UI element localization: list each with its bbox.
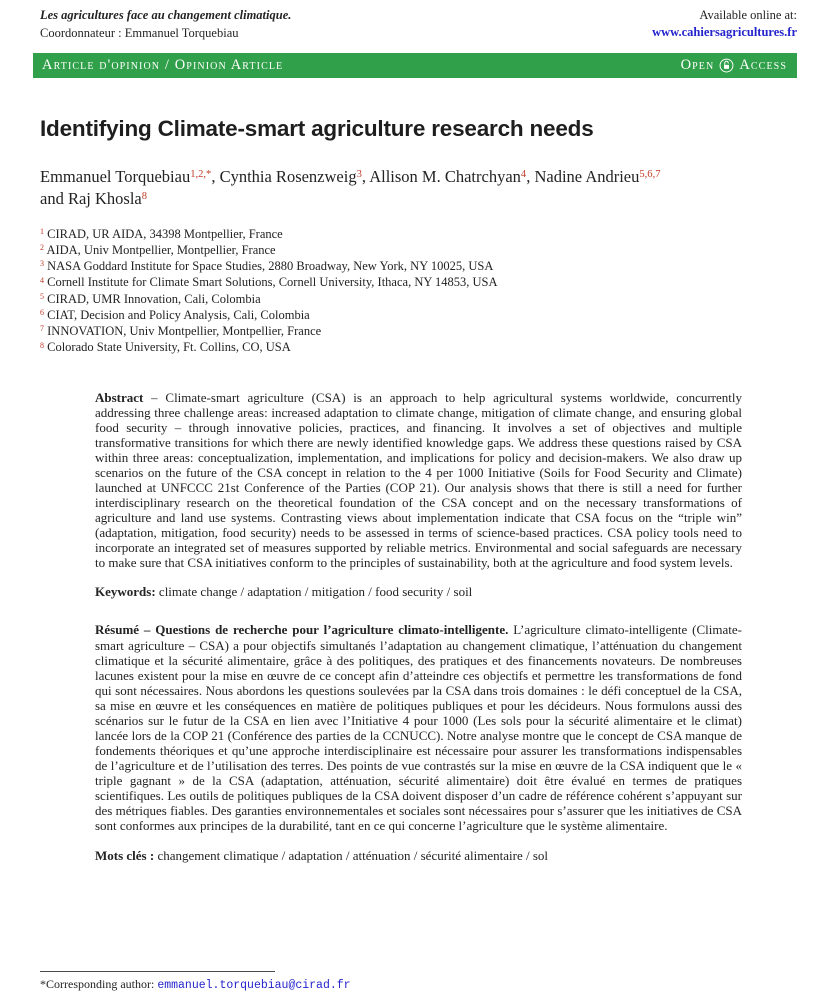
- corresponding-label: *Corresponding author:: [40, 977, 158, 991]
- abstract-section: [95, 390, 742, 864]
- mots-cles-label: Mots clés :: [95, 847, 155, 863]
- article-title: Identifying Climate-smart agriculture research needs: [40, 116, 594, 141]
- author-affiliation-sup: 1,2,*: [190, 169, 212, 181]
- corresponding-author-footnote: [40, 971, 351, 992]
- author: [40, 189, 147, 208]
- affiliation-text: Colorado State University, Ft. Collins, CO, USA: [47, 340, 291, 355]
- affiliation-number: 7: [40, 324, 44, 334]
- affiliation-line: [40, 307, 798, 323]
- author: [220, 167, 370, 186]
- page-header: [0, 0, 838, 41]
- affiliation-number: 3: [40, 259, 44, 269]
- affiliation-text: CIRAD, UMR Innovation, Cali, Colombia: [47, 291, 261, 306]
- author-affiliation-sup: 8: [141, 191, 148, 203]
- affiliation-list: [40, 226, 798, 356]
- affiliation-line: [40, 339, 798, 355]
- author-name: Emmanuel Torquebiau: [40, 167, 191, 186]
- author-separator: ,: [361, 167, 370, 186]
- affiliation-text: INNOVATION, Univ Montpellier, Montpellier, France: [47, 324, 322, 339]
- footnote-rule: [40, 971, 275, 972]
- affiliation-text: NASA Goddard Institute for Space Studies, 2880 Broadway, New York, NY 10025, USA: [47, 259, 494, 274]
- available-online-block: [652, 8, 797, 41]
- affiliation-number: 2: [40, 243, 44, 253]
- affiliation-number: 1: [40, 226, 44, 236]
- article-type-banner: [33, 53, 797, 78]
- article-type-label: Article d'opinion / Opinion Article: [42, 57, 284, 73]
- author: [534, 167, 660, 186]
- footnote-text: [40, 977, 351, 992]
- author: [369, 167, 534, 186]
- keywords-text: climate change / adaptation / mitigation / food security / soil: [158, 584, 473, 600]
- keywords-label: Keywords:: [95, 584, 156, 600]
- affiliation-number: 6: [40, 308, 44, 318]
- abstract-label: Abstract: [95, 389, 144, 405]
- resume-label: Résumé – Questions de recherche pour l’agriculture climato-intelligente.: [95, 622, 509, 638]
- author-affiliation-sup: 3: [356, 169, 362, 181]
- affiliation-text: Cornell Institute for Climate Smart Solutions, Cornell University, Ithaca, NY 14853, USA: [47, 275, 498, 290]
- corresponding-email-link[interactable]: emmanuel.torquebiau@cirad.fr: [157, 979, 351, 992]
- affiliation-number: 5: [40, 291, 44, 301]
- author-name: Allison M. Chatrchyan: [369, 167, 521, 186]
- resume-paragraph: [95, 622, 742, 833]
- affiliation-line: [40, 258, 798, 274]
- open-label: Open: [680, 57, 715, 73]
- author-affiliation-sup: 5,6,7: [639, 169, 661, 181]
- author-separator: ,: [526, 167, 535, 186]
- affiliation-line: [40, 226, 798, 242]
- author: [40, 167, 220, 186]
- mots-cles-text: changement climatique / adaptation / atténuation / sécurité alimentaire / sol: [157, 847, 549, 863]
- series-coordinator: Coordonnateur : Emmanuel Torquebiau: [40, 26, 239, 40]
- author-affiliation-sup: 4: [520, 169, 527, 181]
- abstract-text: – Climate-smart agriculture (CSA) is an approach to help agricultural systems worldwide, concurrently addressing three challenge areas: increased adaptation to climate change, mitigation of climate change, and ensuring global food security – through innovative policies, practices, and financing. It involves a set of objectives and multiple transformative transitions for which there are newly identified knowledge gaps. We address these questions raised by CSA within three areas: conceptualization, implementation, and implications for policy and decision-makers. We also draw up scenarios on the future of the CSA concept in relation to the 4 per 1000 Initiative (Soils for Food Security and Climate) launched at UNFCCC 21st Conference of the Parties (COP 21). Our analysis shows that there is still a need for further interdisciplinary research on the theoretical foundation of the CSA concept and on the necessary transformations of agriculture and land use systems. Contrasting views about implementation indicate that CSA focus on the “triple win” (adaptation, mitigation, food security) needs to be assessed in terms of science-based practices. CSA policy tools need to incorporate an integrated set of measures supported by reliable metrics. Environmental and social safeguards are necessary to make sure that CSA initiatives conform to the principles of sustainability, both at the agriculture and food system levels.: [95, 389, 742, 571]
- mots-cles-line: [95, 848, 742, 864]
- open-access-badge: [681, 57, 787, 74]
- affiliation-text: CIRAD, UR AIDA, 34398 Montpellier, France: [47, 226, 283, 241]
- affiliation-line: [40, 323, 798, 339]
- affiliation-text: AIDA, Univ Montpellier, Montpellier, France: [46, 242, 276, 257]
- author-separator: ,: [211, 167, 220, 186]
- affiliation-line: [40, 242, 798, 258]
- series-title: Les agricultures face au changement climatique.: [40, 8, 292, 22]
- open-access-lock-icon: [719, 58, 734, 73]
- author-name: Cynthia Rosenzweig: [219, 167, 357, 186]
- affiliation-line: [40, 274, 798, 290]
- author-list: [40, 166, 798, 210]
- affiliation-line: [40, 291, 798, 307]
- abstract-paragraph: [95, 390, 742, 571]
- resume-text: L’agriculture climato-intelligente (Climate-smart agriculture – CSA) a pour objectifs simultanés l’adaptation au changement climatique, l’atténuation du changement climatique et la sécurité alimentaire, grâce à des politiques, des pratiques et des financements novateurs. De nombreuses lacunes existent pour la mise en œuvre de ce concept afin d’atteindre ces objectifs et permettre les transformations de fond qui sont nécessaires. Nous abordons les questions soulevées par la CSA dans trois domaines : le défi conceptuel de la CSA, sa mise en œuvre et les conséquences en matière de politiques publiques et pour les décideurs. Nous formulons aussi des scénarios sur le futur de la CSA en lien avec l’Initiative 4 pour 1000 (Les sols pour la sécurité alimentaire et le climat) lancée lors de la COP 21 (Conférence des parties de la CCNUCC). Notre analyse montre que le concept de CSA manque de fondements théoriques et qu’une approche interdisciplinaire est nécessaire pour assurer les transformations indispensables de l’agriculture et de l’utilisation des terres. Des points de vue contrastés sur la mise en œuvre de la CSA indiquent que le « triple gagnant » de la CSA (adaptation, atténuation, sécurité alimentaire) doit être évalué en termes de pratiques scientifiques. Les outils de politiques publiques de la CSA doivent disposer d’un cadre de référence cohérent s’appuyant sur des métriques fiables. Des garanties environnementales et sociales sont nécessaires pour s’assurer que les initiatives de CSA sont conformes aux principes de la durabilité, tant en ce qui concerne l’agriculture que le système alimentaire.: [95, 622, 742, 834]
- affiliation-number: 8: [40, 340, 44, 350]
- author-name: and Raj Khosla: [40, 188, 142, 208]
- series-info: [40, 8, 291, 41]
- affiliation-number: 4: [40, 275, 44, 285]
- available-online-label: Available online at:: [699, 8, 797, 22]
- affiliation-text: CIAT, Decision and Policy Analysis, Cali, Colombia: [47, 307, 310, 322]
- author-name: Nadine Andrieu: [534, 167, 640, 186]
- access-label: Access: [739, 57, 787, 73]
- journal-url-link[interactable]: www.cahiersagricultures.fr: [652, 25, 797, 39]
- keywords-line: [95, 584, 742, 600]
